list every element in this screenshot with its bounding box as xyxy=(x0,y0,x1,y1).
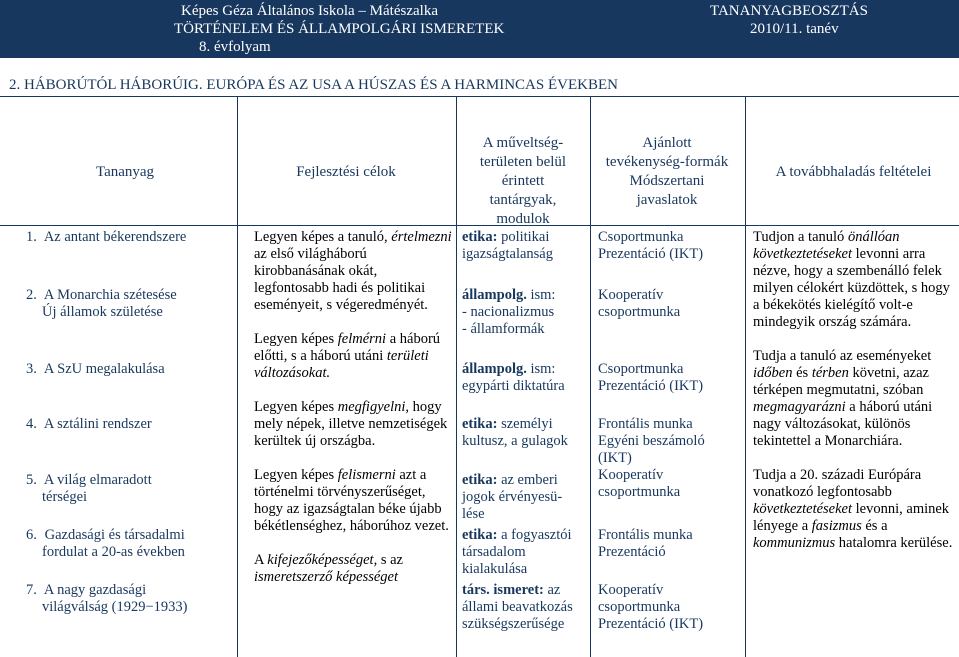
condition-paragraph: Tudjon a tanuló önállóan következtetéseket levonni arra nézve, hogy a szembenálló felek milyen célokért küzdöttek, s hogy a békekötés kielégítő volt-e mindegyik ország számára. xyxy=(753,229,950,330)
related-subject: etika: az emberi jogok érvényesü- lése xyxy=(462,472,563,522)
table-top-border xyxy=(0,96,959,97)
column-header-tantargyak: A műveltség- területen belül érintett tantárgyak, modulok xyxy=(479,135,567,227)
related-subject: állampolg. ism: - nacionalizmus - államformák xyxy=(462,287,556,337)
subject-name: TÖRTÉNELEM ÉS ÁLLAMPOLGÁRI ISMERETEK xyxy=(174,21,505,37)
condition-paragraph: Tudja a tanuló az eseményeket időben és térben követni, azaz térképen megmutatni, szóban megmagyarázni a háború utáni nagy változásokat, különös tekintettel a Monarchiára. xyxy=(753,348,933,449)
column-header-tovabbhaladas: A továbbhaladás feltételei xyxy=(775,164,932,180)
method-item: Frontális munka Prezentáció xyxy=(598,527,693,560)
topic-item: 1. Az antant békerendszere xyxy=(26,229,187,245)
column-header-tananyag: Tananyag xyxy=(95,164,155,180)
goal-paragraph: A kifejezőképességet, s az ismeretszerző képességet xyxy=(254,552,403,585)
related-subject: társ. ismeret: az állami beavatkozás szükségszerűsége xyxy=(462,582,573,632)
goal-paragraph: Legyen képes felmérni a háború előtti, s a háború utáni területi változásokat. xyxy=(254,331,441,381)
method-item: Csoportmunka Prezentáció (IKT) xyxy=(598,229,704,262)
column-divider xyxy=(745,96,746,657)
topic-item: 2. A Monarchia szétesése Új államok születése xyxy=(26,287,177,320)
column-header-fejlesztesi-celok: Fejlesztési célok xyxy=(296,164,396,180)
school-name: Képes Géza Általános Iskola – Mátészalka xyxy=(181,3,438,19)
goal-paragraph: Legyen képes a tanuló, értelmezni az első világháború kirobbanásának okát, legfontosabb hadi és politikai eseményeit, s végeredményét. xyxy=(254,229,452,313)
column-divider xyxy=(456,96,457,657)
document-header xyxy=(0,0,959,58)
section-title: 2. HÁBORÚTÓL HÁBORÚIG. EURÓPA ÉS AZ USA A HÚSZAS ÉS A HARMINCAS ÉVEKBEN xyxy=(9,77,618,93)
related-subject: állampolg. ism: egypárti diktatúra xyxy=(462,361,565,394)
doc-type-label: TANANYAGBEOSZTÁS xyxy=(710,3,868,19)
method-item: Csoportmunka Prezentáció (IKT) xyxy=(598,361,704,394)
column-divider xyxy=(590,96,591,657)
method-item: Frontális munka Egyéni beszámoló (IKT) Kooperatív csoportmunka xyxy=(598,416,705,500)
school-year-label: 2010/11. tanév xyxy=(750,21,839,37)
method-item: Kooperatív csoportmunka xyxy=(598,287,681,320)
topic-item: 6. Gazdasági és társadalmi fordulat a 20-as években xyxy=(26,527,185,560)
condition-paragraph: Tudja a 20. századi Európára vonatkozó legfontosabb következtetéseket levonni, aminek lényege a fasizmus és a kommunizmus hatalomra kerülése. xyxy=(753,467,953,551)
goal-paragraph: Legyen képes felismerni azt a történelmi törvényszerűséget, hogy az igazságtalan béke újabb békétlenséghez, háborúhoz vezet. xyxy=(254,467,449,534)
topic-item: 7. A nagy gazdasági világválság (1929−1933) xyxy=(26,582,188,615)
method-item: Kooperatív csoportmunka Prezentáció (IKT) xyxy=(598,582,704,632)
related-subject: etika: a fogyasztói társadalom kialakulása xyxy=(462,527,572,577)
column-header-modszertan: Ajánlott tevékenység-formák Módszertani javaslatok xyxy=(605,135,729,208)
topic-item: 3. A SzU megalakulása xyxy=(26,361,165,377)
grade-label: 8. évfolyam xyxy=(199,39,271,55)
related-subject: etika: politikai igazságtalanság xyxy=(462,229,553,262)
related-subject: etika: személyi kultusz, a gulagok xyxy=(462,416,568,449)
progression-conditions xyxy=(753,229,956,552)
topic-item: 5. A világ elmaradott térségei xyxy=(26,472,152,505)
goal-paragraph: Legyen képes megfigyelni, hogy mely népek, illetve nemzetiségek kerültek új országba. xyxy=(254,399,448,449)
topic-item: 4. A sztálini rendszer xyxy=(26,416,152,432)
development-goals xyxy=(254,229,452,586)
